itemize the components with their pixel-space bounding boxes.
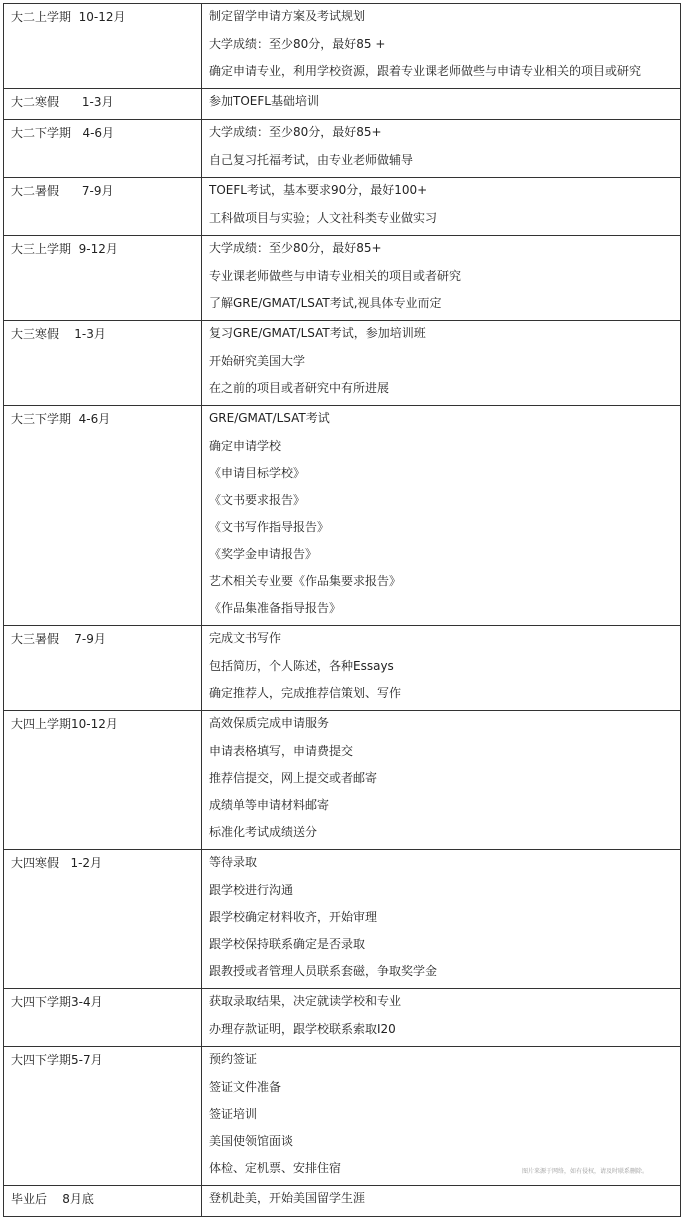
period-cell: 大三寒假 1-3月 bbox=[4, 321, 202, 406]
period-cell: 大三暑假 7-9月 bbox=[4, 626, 202, 711]
period-cell: 大四下学期3-4月 bbox=[4, 989, 202, 1047]
table-row bbox=[4, 120, 681, 178]
task-item: 大学成绩：至少80分，最好85+ bbox=[209, 125, 382, 139]
table-row bbox=[4, 1186, 681, 1217]
task-item: 跟学校保持联系确定是否录取 bbox=[209, 937, 366, 951]
period-cell: 大四上学期10-12月 bbox=[4, 711, 202, 850]
period-cell: 大二暑假 7-9月 bbox=[4, 178, 202, 236]
task-item: 签证文件准备 bbox=[209, 1080, 282, 1094]
table-row bbox=[4, 989, 681, 1047]
task-item: 大学成绩：至少80分，最好85 + bbox=[209, 37, 386, 51]
task-item: 确定申请学校 bbox=[209, 439, 282, 453]
tasks-cell bbox=[202, 89, 681, 120]
task-item: 签证培训 bbox=[209, 1107, 258, 1121]
task-item: 工科做项目与实验；人文社科类专业做实习 bbox=[209, 211, 438, 225]
tasks-cell bbox=[202, 4, 681, 89]
period-cell: 大四寒假 1-2月 bbox=[4, 850, 202, 989]
table-row bbox=[4, 89, 681, 120]
period-cell: 大三下学期 4-6月 bbox=[4, 406, 202, 626]
tasks-cell bbox=[202, 236, 681, 321]
task-item: 复习GRE/GMAT/LSAT考试，参加培训班 bbox=[209, 326, 426, 340]
task-item: 确定申请专业，利用学校资源，跟着专业课老师做些与申请专业相关的项目或研究 bbox=[209, 64, 642, 78]
task-item: 成绩单等申请材料邮寄 bbox=[209, 798, 330, 812]
period-cell: 大三上学期 9-12月 bbox=[4, 236, 202, 321]
task-item: TOEFL考试，基本要求90分，最好100+ bbox=[209, 183, 428, 197]
task-item: 大学成绩：至少80分，最好85+ bbox=[209, 241, 382, 255]
tasks-cell bbox=[202, 626, 681, 711]
period-cell: 大四下学期5-7月 bbox=[4, 1047, 202, 1186]
task-item: 自己复习托福考试，由专业老师做辅导 bbox=[209, 153, 414, 167]
task-item: 制定留学申请方案及考试规划 bbox=[209, 9, 366, 23]
task-item: 参加TOEFL基础培训 bbox=[209, 94, 319, 108]
task-item: 登机赴美，开始美国留学生涯 bbox=[209, 1191, 366, 1205]
task-item: 开始研究美国大学 bbox=[209, 354, 306, 368]
task-item: 体检、定机票、安排住宿 bbox=[209, 1161, 342, 1175]
task-item: 了解GRE/GMAT/LSAT考试,视具体专业而定 bbox=[209, 296, 442, 310]
task-item: 在之前的项目或者研究中有所进展 bbox=[209, 381, 390, 395]
tasks-cell bbox=[202, 1047, 681, 1186]
task-item: 推荐信提交，网上提交或者邮寄 bbox=[209, 771, 378, 785]
tasks-cell bbox=[202, 178, 681, 236]
task-item: 等待录取 bbox=[209, 855, 258, 869]
table-row bbox=[4, 236, 681, 321]
task-item: 完成文书写作 bbox=[209, 631, 282, 645]
task-item: 《奖学金申请报告》 bbox=[209, 547, 318, 561]
tasks-cell bbox=[202, 120, 681, 178]
task-item: 跟学校进行沟通 bbox=[209, 883, 294, 897]
period-cell: 毕业后 8月底 bbox=[4, 1186, 202, 1217]
task-item: 预约签证 bbox=[209, 1052, 258, 1066]
table-row bbox=[4, 850, 681, 989]
task-item: 确定推荐人，完成推荐信策划、写作 bbox=[209, 686, 402, 700]
tasks-cell bbox=[202, 989, 681, 1047]
task-item: 办理存款证明，跟学校联系索取I20 bbox=[209, 1022, 396, 1036]
tasks-cell bbox=[202, 850, 681, 989]
task-item: 高效保质完成申请服务 bbox=[209, 716, 330, 730]
period-cell: 大二下学期 4-6月 bbox=[4, 120, 202, 178]
task-item: 获取录取结果，决定就读学校和专业 bbox=[209, 994, 402, 1008]
table-row bbox=[4, 178, 681, 236]
task-item: GRE/GMAT/LSAT考试 bbox=[209, 411, 330, 425]
task-item: 跟教授或者管理人员联系套磁，争取奖学金 bbox=[209, 964, 438, 978]
task-item: 专业课老师做些与申请专业相关的项目或者研究 bbox=[209, 269, 462, 283]
task-item: 《文书写作指导报告》 bbox=[209, 520, 330, 534]
task-item: 包括简历，个人陈述，各种Essays bbox=[209, 659, 394, 673]
tasks-cell bbox=[202, 406, 681, 626]
table-row bbox=[4, 321, 681, 406]
task-item: 申请表格填写，申请费提交 bbox=[209, 744, 354, 758]
tasks-cell bbox=[202, 1186, 681, 1217]
task-item: 《文书要求报告》 bbox=[209, 493, 306, 507]
period-cell: 大二寒假 1-3月 bbox=[4, 89, 202, 120]
task-item: 跟学校确定材料收齐，开始审理 bbox=[209, 910, 378, 924]
period-cell: 大二上学期 10-12月 bbox=[4, 4, 202, 89]
task-item: 艺术相关专业要《作品集要求报告》 bbox=[209, 574, 402, 588]
task-item: 《申请目标学校》 bbox=[209, 466, 306, 480]
table-row bbox=[4, 711, 681, 850]
tasks-cell bbox=[202, 711, 681, 850]
tasks-cell bbox=[202, 321, 681, 406]
table-row bbox=[4, 626, 681, 711]
study-abroad-timeline-table bbox=[3, 3, 681, 1217]
task-item: 标准化考试成绩送分 bbox=[209, 825, 318, 839]
table-row bbox=[4, 4, 681, 89]
table-row bbox=[4, 406, 681, 626]
table-row bbox=[4, 1047, 681, 1186]
watermark-text: 图片来源于网络，如有侵权，请及时联系删除。 bbox=[522, 1168, 649, 1175]
task-item: 《作品集准备指导报告》 bbox=[209, 601, 342, 615]
task-item: 美国使领馆面谈 bbox=[209, 1134, 294, 1148]
